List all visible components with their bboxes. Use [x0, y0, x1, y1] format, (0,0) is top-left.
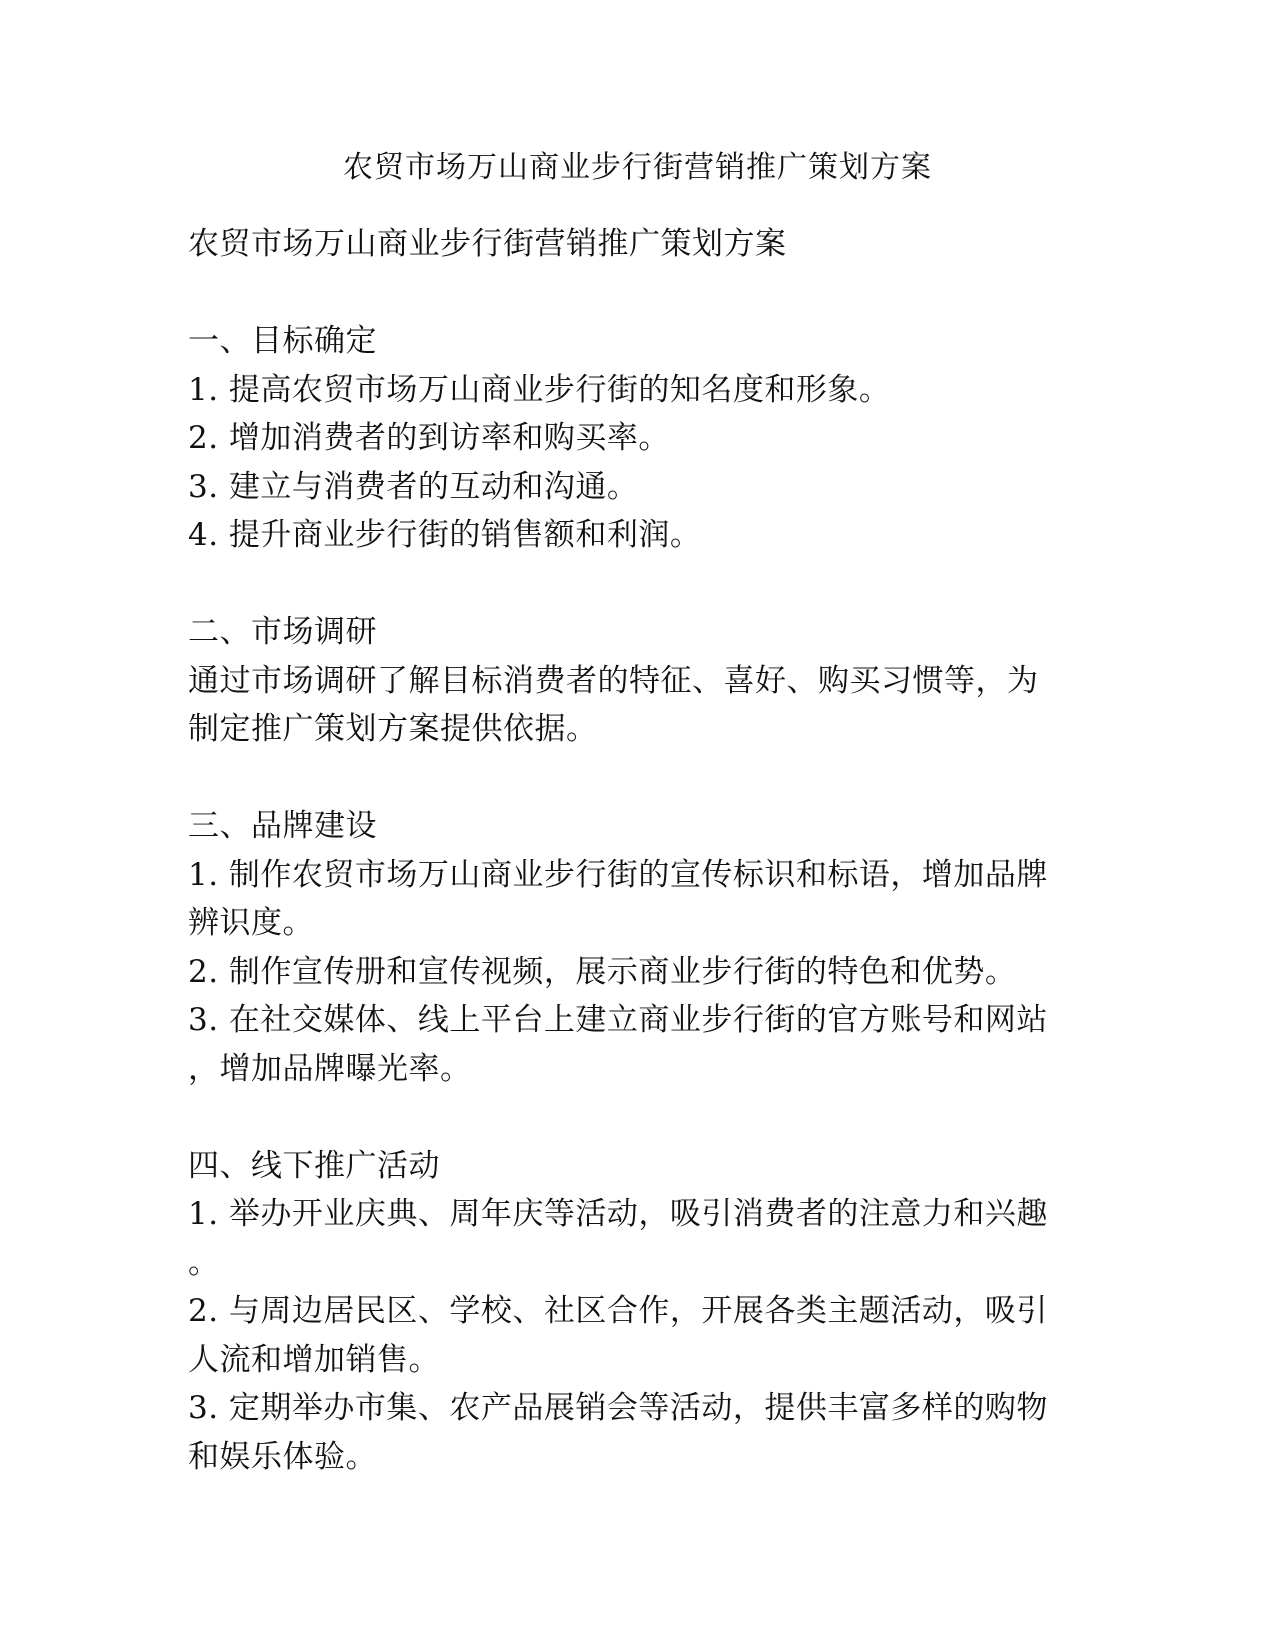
- document-body: [188, 220, 1088, 1481]
- paragraph-line: ，增加品牌曝光率。: [188, 1050, 472, 1087]
- paragraph-line: 1. 举办开业庆典、周年庆等活动，吸引消费者的注意力和兴趣: [188, 1196, 1048, 1232]
- paragraph-line: 2. 制作宣传册和宣传视频，展示商业步行街的特色和优势。: [188, 953, 1017, 990]
- paragraph-line: 和娱乐体验。: [188, 1438, 377, 1475]
- paragraph-line: 制定推广策划方案提供依据。: [188, 711, 598, 747]
- paragraph-line: 2. 增加消费者的到访率和购买率。: [188, 420, 670, 456]
- paragraph-line: 辨识度。: [188, 905, 314, 941]
- section-heading: 三、品牌建设: [188, 808, 377, 844]
- document-subtitle: 农贸市场万山商业步行街营销推广策划方案: [188, 226, 787, 262]
- paragraph-line: 2. 与周边居民区、学校、社区合作，开展各类主题活动，吸引: [188, 1293, 1048, 1329]
- spacer: [188, 269, 1088, 318]
- paragraph-line: 通过市场调研了解目标消费者的特征、喜好、购买习惯等，为: [188, 662, 1039, 699]
- spacer: [188, 1093, 1088, 1142]
- section-heading: 一、目标确定: [188, 323, 377, 359]
- paragraph-line: 4. 提升商业步行街的销售额和利润。: [188, 517, 702, 553]
- section-heading: 二、市场调研: [188, 614, 377, 650]
- paragraph-line: 3. 建立与消费者的互动和沟通。: [188, 468, 639, 505]
- spacer: [188, 560, 1088, 609]
- paragraph-line: 。: [188, 1244, 220, 1281]
- paragraph-line: 1. 提高农贸市场万山商业步行街的知名度和形象。: [188, 371, 891, 408]
- paragraph-line: 1. 制作农贸市场万山商业步行街的宣传标识和标语，增加品牌: [188, 856, 1048, 893]
- page-title: 农贸市场万山商业步行街营销推广策划方案: [343, 150, 932, 185]
- section-heading: 四、线下推广活动: [188, 1147, 440, 1184]
- paragraph-line: 人流和增加销售。: [188, 1341, 440, 1378]
- spacer: [188, 754, 1088, 803]
- paragraph-line: 3. 在社交媒体、线上平台上建立商业步行街的官方账号和网站: [188, 1002, 1048, 1038]
- paragraph-line: 3. 定期举办市集、农产品展销会等活动，提供丰富多样的购物: [188, 1390, 1048, 1426]
